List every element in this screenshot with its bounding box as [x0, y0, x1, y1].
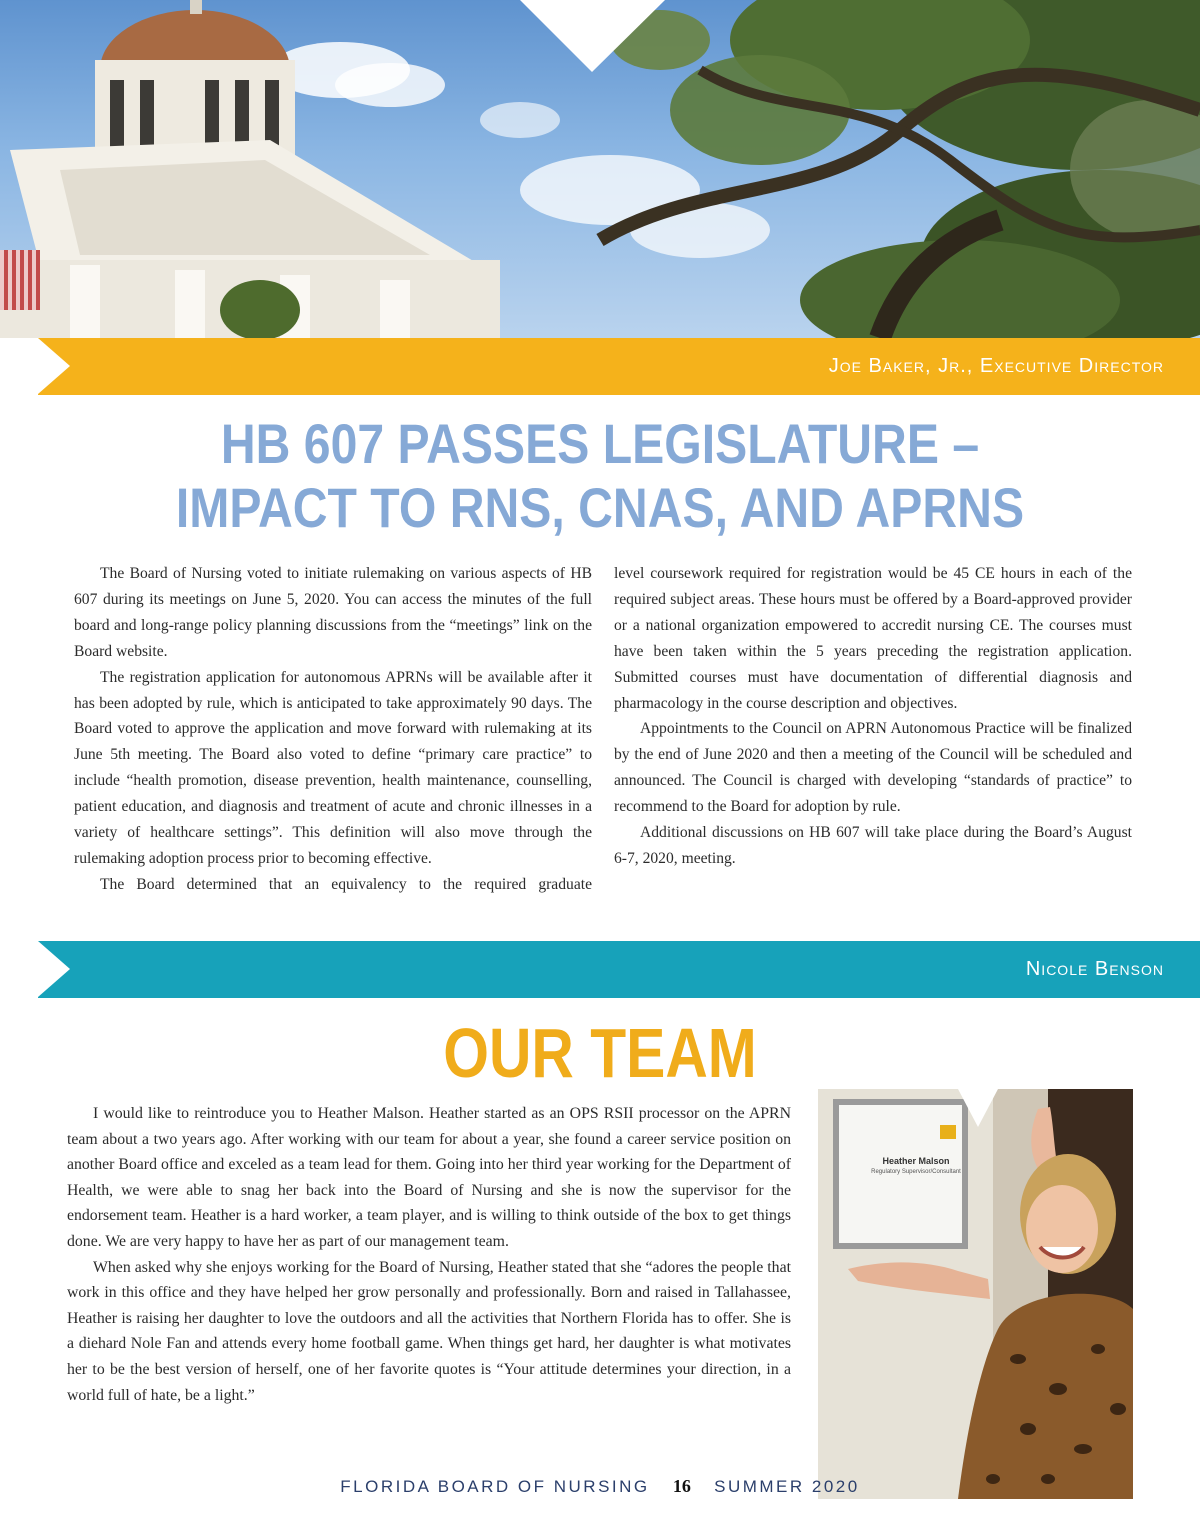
article-column-left: [74, 561, 592, 898]
paragraph: Additional discussions on HB 607 will take place during the Board’s August 6-7, 2020, meeting.: [614, 824, 1132, 867]
paragraph: The Board determined that an equivalency to the required graduate: [100, 875, 592, 893]
author-bar-nicole-benson: [38, 941, 1200, 998]
article-title-line-2: IMPACT TO RNS, CNAS, AND APRNS: [175, 476, 1025, 539]
capitol-building: [0, 0, 500, 338]
plaque-name: Heather Malson: [882, 1156, 950, 1166]
bar-notch: [38, 338, 70, 394]
paragraph: Appointments to the Council on APRN Autonomous Practice will be finalized by the end of June 2020 and then a meeting of the Council will be scheduled and announced. The Council is charged with developing “standards of practice” to recommend to the Board for adoption by rule.: [614, 720, 1132, 816]
section-title: [96, 1013, 1104, 1093]
article-column-right: [614, 561, 1132, 872]
paragraph: The Board of Nursing voted to initiate rulemaking on various aspects of HB 607 during its meetings on June 5, 2020. You can access the minutes of the full board and long-range policy planning discussions from the “meetings” link on the Board website.: [74, 565, 592, 660]
footer-publication: FLORIDA BOARD OF NURSING: [340, 1477, 650, 1496]
byline: Nicole Benson: [1025, 958, 1164, 980]
byline: Joe Baker, Jr., Executive Director: [828, 355, 1164, 377]
plaque-role: Regulatory Supervisor/Consultant: [871, 1169, 961, 1175]
article-title-line-1: HB 607 PASSES LEGISLATURE –: [220, 412, 980, 475]
page-footer: [0, 1476, 1200, 1497]
article-title: [84, 412, 1116, 540]
paragraph: The registration application for autonomous APRNs will be available after it has been adopted by rule, which is anticipated to take approximately 90 days. The Board voted to approve the application and move forward with rulemaking at its June 5th meeting. The Board also voted to define “primary care practice” to include “health promotion, disease prevention, health maintenance, counselling, patient education, and diagnosis and treatment of acute and chronic illnesses in a variety of healthcare settings”. This definition will also move through the rulemaking adoption process prior to becoming effective.: [74, 668, 592, 867]
bar-notch: [38, 941, 70, 997]
portrait-photo: [818, 1089, 1133, 1499]
capitol-oak-illustration: [0, 0, 1200, 338]
author-bar-executive-director: [38, 338, 1200, 395]
hero-photo: [0, 0, 1200, 338]
paragraph: When asked why she enjoys working for the Board of Nursing, Heather stated that she “adores the people that work in this office and they have helped her grow personally and professionally. Born and raised in Tallahassee, Heather is raising her daughter to love the outdoors and all the activities that Northern Florida has to offer. She is a diehard Nole Fan and attends every home football game. When things get hard, her daughter is what motivates her to be the best version of herself, one of her favorite quotes is “Your attitude determines your direction, in a world full of hate, be a light.”: [67, 1258, 791, 1404]
team-article-text: [67, 1101, 791, 1408]
portrait-illustration: [818, 1089, 1133, 1499]
section-title-text: OUR TEAM: [443, 1014, 757, 1092]
paragraph: I would like to reintroduce you to Heather Malson. Heather started as an OPS RSII processor on the APRN team about a two years ago. After working with our team for about a year, she found a career service position on another Board office and exceled as a team lead for them. Going into her third year working for the Department of Health, we were able to snag her back into the Board of Nursing and she is now the supervisor for the endorsement team. Heather is a hard worker, a team player, and is willing to think outside of the box to get things done. We are very happy to have her as part of our management team.: [67, 1105, 791, 1250]
paragraph: level coursework required for registration would be 45 CE hours in each of the required subject areas. These hours must be offered by a Board-approved provider or a national organization empowered to accredit nursing CE. The courses must have been taken within the 5 years preceding the registration application. Submitted courses must have documentation of differential diagnosis and pharmacology in the course description and objectives.: [614, 565, 1132, 712]
oak-tree-canopy: [600, 0, 1200, 338]
footer-issue: SUMMER 2020: [714, 1477, 860, 1496]
page-number: 16: [672, 1476, 691, 1496]
